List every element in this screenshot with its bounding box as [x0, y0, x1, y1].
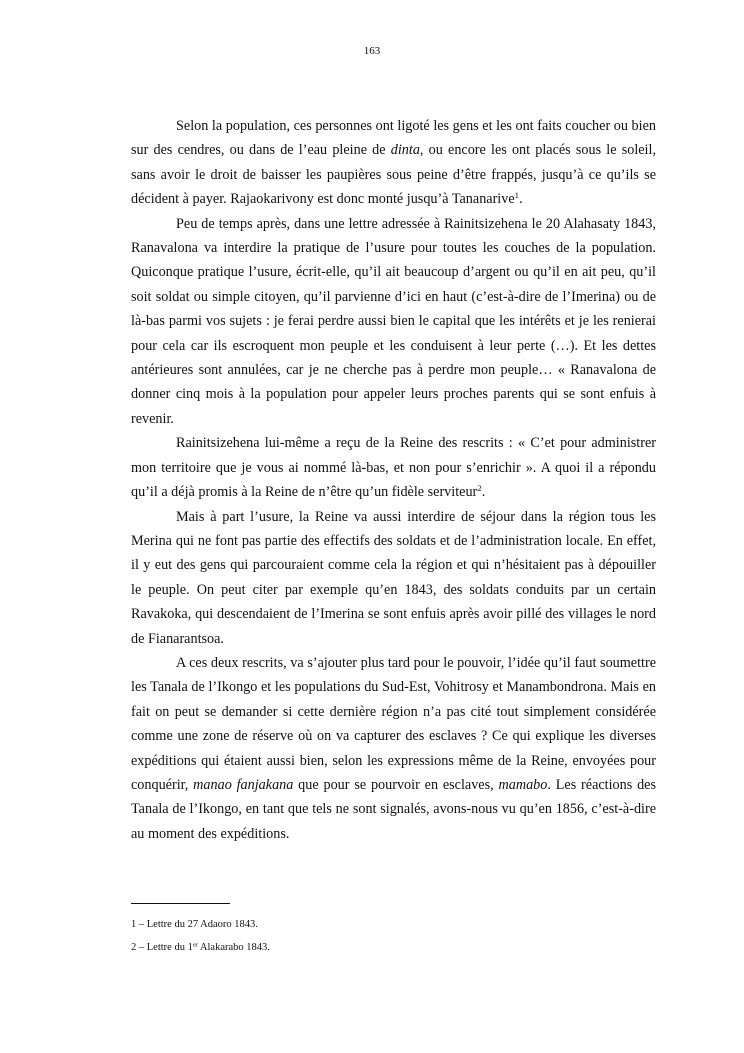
text-run: .	[481, 484, 486, 501]
text-run: Alakarabo 1843.	[197, 942, 270, 953]
text-run: que pour se pourvoir en esclaves,	[293, 776, 499, 793]
footnotes	[131, 913, 656, 959]
text-run: 2 – Lettre du 1	[131, 942, 193, 953]
paragraph	[131, 114, 656, 212]
italic-term: dinta	[390, 142, 420, 159]
text-run: Rainitsizehena lui-même a reçu de la Reine des rescrits : « C’et pour administrer mon territoire que je vous ai nommé là-bas, et non pour s’enrichir ». A quoi il a répondu qu’il a déjà promis à la Reine de n’être qu’un fidèle serviteur	[131, 435, 656, 501]
text-run: Selon la population, ces personnes ont ligoté les gens et les ont faits coucher ou bien sur des cendres, ou dans de l’eau pleine de	[131, 118, 656, 159]
superscript-reference: 1	[514, 190, 520, 201]
text-run: Peu de temps après, dans une lettre adressée à Rainitsizehena le 20 Alahasaty 1843, Ranavalona va interdire la pratique de l’usure pour toutes les couches de la population. Quiconque pratique l’usure, écrit-elle, qu’il ait beaucoup d’argent ou qu’il en ait peu, qu’il soit soldat ou simple citoyen, qu’il parvienne d’ici en haut (c’est-à-dire de l’Imerina) ou de là-bas parmi vos sujets : je ferai perdre aussi bien le capital que les intérêts et je les renierai pour cela car ils escroquent mon peuple et les conduisent à leur perte (…). Et les dettes antérieures sont annulées, car je ne cherche pas à perdre mon peuple… « Ranavalona de donner cinq mois à la population pour appeler leurs proches parents qui se sont enfuis à revenir.	[131, 215, 656, 427]
footnote	[131, 913, 656, 936]
paragraph	[131, 212, 656, 432]
text-run: A ces deux rescrits, va s’ajouter plus tard pour le pouvoir, l’idée qu’il faut soumettre les Tanala de l’Ikongo et les populations du Sud-Est, Vohitrosy et Manambondrona. Mais en fait on peut se demander si cette dernière région n’a pas cité tout simplement considérée comme une zone de réserve où on va capturer des esclaves ? Ce qui explique les diverses expéditions qui étaient aussi bien, selon les expressions même de la Reine, envoyées pour conquérir,	[131, 654, 656, 793]
page-number: 163	[363, 45, 381, 57]
italic-term: manao fanjakana	[193, 776, 294, 793]
paragraph	[131, 505, 656, 651]
paragraph	[131, 431, 656, 504]
text-run: , ou encore les ont placés sous le soleil, sans avoir le droit de baisser les paupières sous peine d’être frappés, jusqu’à ce qu’ils se décident à payer. Rajaokarivony est donc monté jusqu’à Tananarive	[131, 142, 656, 208]
text-run: .	[519, 191, 523, 208]
italic-term: mamabo	[498, 776, 548, 793]
text-run: 1 – Lettre du 27 Adaoro 1843.	[131, 919, 258, 930]
text-run: Mais à part l’usure, la Reine va aussi interdire de séjour dans la région tous les Merina qui ne font pas partie des effectifs des soldats et de l’administration locale. En effet, il y eut des gens qui parcouraient comme cela la région et qui n’hésitaient pas à dépouiller le peuple. On peut citer par exemple qu’en 1843, des soldats conduits par un certain Ravakoka, qui descendaient de l’Imerina se sont enfuis après avoir pillé des villages le nord de Fianarantsoa.	[131, 508, 656, 647]
footnote-separator	[131, 903, 230, 904]
superscript-reference: er	[192, 941, 198, 949]
body-text	[131, 114, 656, 846]
superscript-reference: 2	[477, 483, 482, 494]
text-run: . Les réactions des Tanala de l’Ikongo, en tant que tels ne sont signalés, avons-nous vu qu’en 1856, c’est-à-dire au moment des expéditions.	[131, 776, 656, 842]
paragraph	[131, 651, 656, 846]
footnote	[131, 936, 656, 959]
